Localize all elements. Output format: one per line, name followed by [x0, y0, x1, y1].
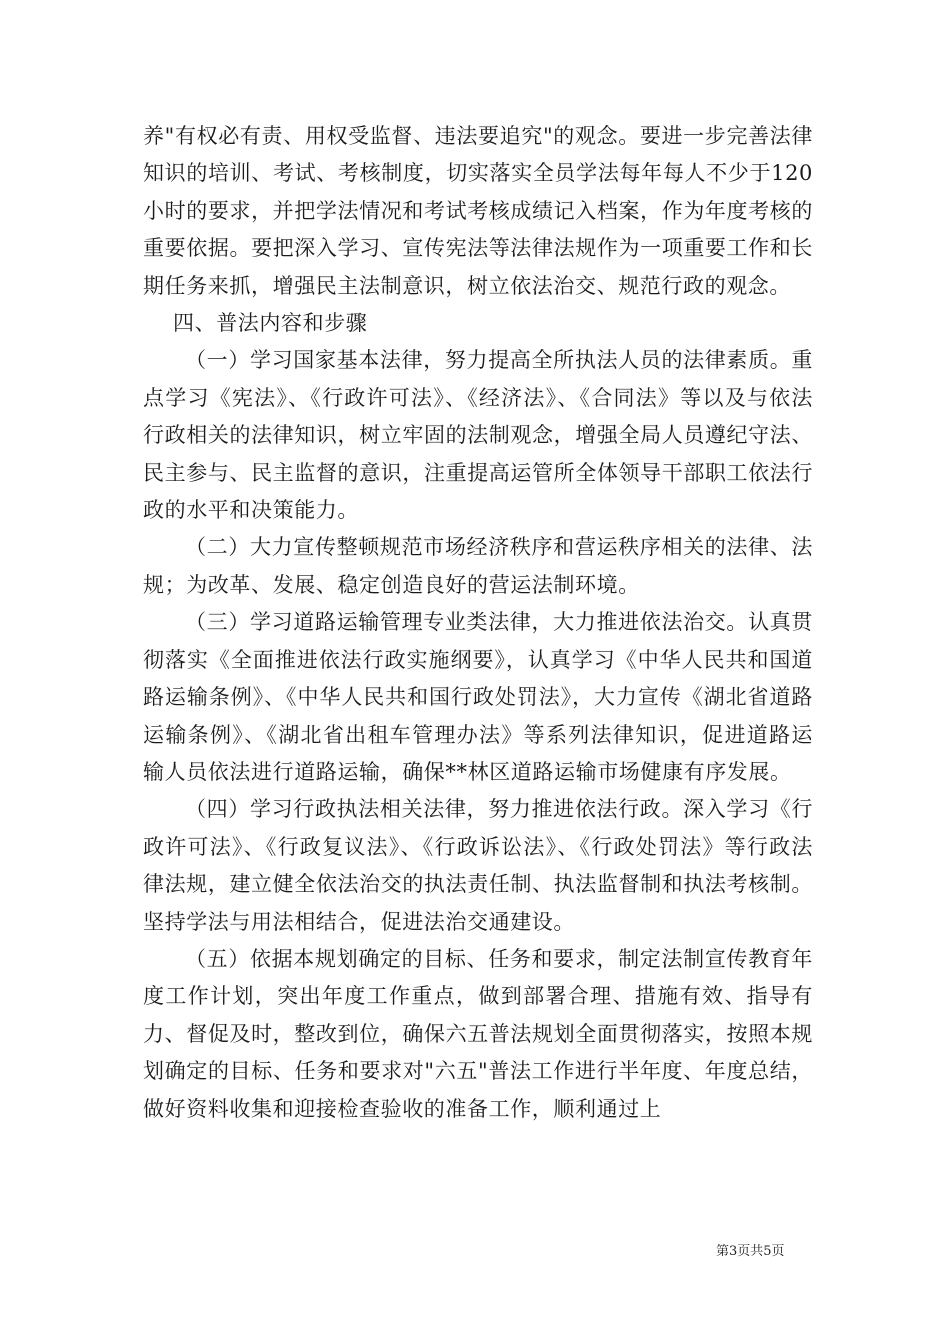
paragraph-item-5: （五）依据本规划确定的目标、任务和要求，制定法制宣传教育年度工作计划，突出年度工作重点，做到部署合理、措施有效、指导有力、督促及时，整改到位，确保六五普法规划全面贯彻落实，按照本规划确定的目标、任务和要求对"六五"普法工作进行半年度、年度总结，做好资料收集和迎接检查验收的准备工作，顺利通过上 [143, 946, 813, 1121]
paragraph-item-2: （二）大力宣传整顿规范市场经济秩序和营运秩序相关的法律、法规；为改革、发展、稳定创造良好的营运法制环境。 [143, 535, 813, 597]
paragraph-item-3: （三）学习道路运输管理专业类法律，大力推进依法治交。认真贯彻落实《全面推进依法行政实施纲要》，认真学习《中华人民共和国道路运输条例》、《中华人民共和国行政处罚法》，大力宣传《湖北省道路运输条例》、《湖北省出租车管理办法》等系列法律知识，促进道路运输人员依法进行道路运输，确保**林区道路运输市场健康有序发展。 [143, 610, 813, 784]
section-heading: 四、普法内容和步骤 [173, 311, 368, 336]
paragraph-continuation: 养"有权必有责、用权受监督、违法要追究"的观念。要进一步完善法律知识的培训、考试、考核制度，切实落实全员学法每年每人不少于120小时的要求，并把学法情况和考试考核成绩记入档案，作为年度考核的重要依据。要把深入学习、宣传宪法等法律法规作为一项重要工作和长期任务来抓，增强民主法制意识，树立依法治交、规范行政的观念。 [143, 124, 813, 298]
paragraph-item-1: （一）学习国家基本法律，努力提高全所执法人员的法律素质。重点学习《宪法》、《行政许可法》、《经济法》、《合同法》等以及与依法行政相关的法律知识，树立牢固的法制观念，增强全局人员遵纪守法、民主参与、民主监督的意识，注重提高运管所全体领导干部职工依法行政的水平和决策能力。 [143, 348, 813, 523]
paragraph-item-4: （四）学习行政执法相关法律，努力推进依法行政。深入学习《行政许可法》、《行政复议法》、《行政诉讼法》、《行政处罚法》等行政法律法规，建立健全依法治交的执法责任制、执法监督制和执法考核制。坚持学法与用法相结合，促进法治交通建设。 [143, 797, 813, 934]
page-number: 第3页共5页 [716, 1244, 785, 1259]
document-body [143, 118, 813, 1128]
